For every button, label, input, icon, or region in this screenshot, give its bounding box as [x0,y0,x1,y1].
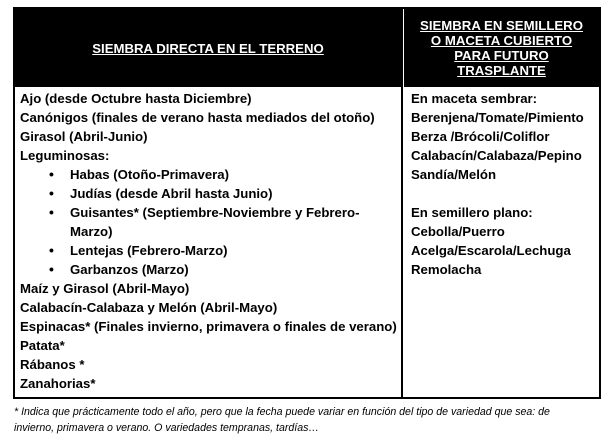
list-item: Canónigos (finales de verano hasta mediados del otoño) [20,110,375,125]
plano-title: En semillero plano: [411,205,533,220]
footnote-line: * Indica que prácticamente todo el año, pero que la fecha puede variar en función del tipo de variedad que sea: de [14,406,550,418]
legume-item: • Judías (desde Abril hasta Junio) [20,184,398,203]
header-right-line: SIEMBRA EN SEMILLERO [420,18,583,33]
header-right-line: TRASPLANTE [457,63,546,78]
spacer [411,184,597,203]
legume-item: • Lentejas (Febrero-Marzo) [20,241,398,260]
list-item: Girasol (Abril-Junio) [20,129,148,144]
list-item: Espinacas* (Finales invierno, primavera o finales de verano) [20,319,397,334]
planting-table [13,7,601,399]
list-item: Maíz y Girasol (Abril-Mayo) [20,281,190,296]
maceta-title: En maceta sembrar: [411,91,538,106]
list-item: Calabacín/Calabaza/Pepino [411,148,582,163]
list-item: Ajo (desde Octubre hasta Diciembre) [20,91,252,106]
list-item: Remolacha [411,262,482,277]
list-item: Berza /Brócoli/Coliflor [411,129,550,144]
list-item: Zanahorias* [20,376,96,391]
list-item: Berenjena/Tomate/Pimiento [411,110,584,125]
column-divider [401,9,403,397]
list-item: Patata* [20,338,65,353]
list-item: Leguminosas: [20,148,110,163]
legume-item: • Guisantes* (Septiembre-Noviembre y Febrero- [20,203,398,222]
list-item: Cebolla/Puerro [411,224,505,239]
list-item: Rábanos * [20,357,85,372]
legume-item: • Garbanzos (Marzo) [20,260,398,279]
list-item: Acelga/Escarola/Lechuga [411,243,571,258]
footnote-line: invierno, primavera o verano. O variedades tempranas, tardías… [14,422,320,434]
header-right-line: PARA FUTURO [454,48,549,63]
legume-item-continuation: Marzo) [70,224,113,239]
header-seedbed-sowing [404,9,599,87]
list-item: Calabacín-Calabaza y Melón (Abril-Mayo) [20,300,278,315]
seedbed-sowing-list [411,89,597,279]
legume-item: • Habas (Otoño-Primavera) [20,165,398,184]
header-direct-sowing [15,9,401,87]
list-item: Sandía/Melón [411,167,496,182]
header-left-label: SIEMBRA DIRECTA EN EL TERRENO [92,40,324,56]
direct-sowing-list [20,89,398,393]
header-right-line: O MACETA CUBIERTO [430,33,573,48]
header-right-lines [420,18,583,78]
footnote [14,404,600,436]
